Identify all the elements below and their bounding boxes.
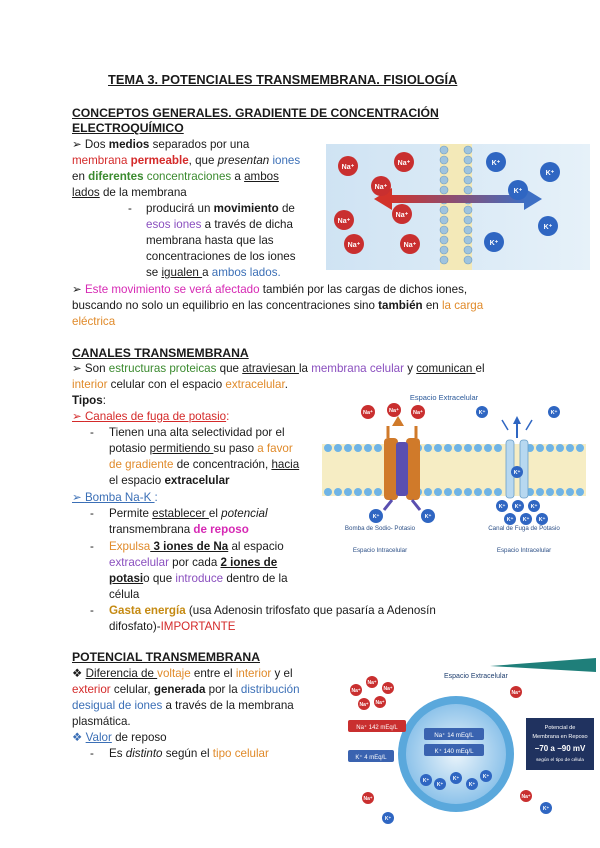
text: celular, [110, 683, 154, 696]
text: también por las cargas de dichos iones, [259, 283, 468, 296]
text: : [226, 410, 230, 423]
paragraph-line [72, 393, 106, 408]
text: generada [153, 683, 206, 696]
text: IMPORTANTE [160, 620, 236, 633]
text: permitiendo [149, 442, 214, 455]
paragraph-line [72, 377, 288, 392]
text: lados [72, 186, 100, 199]
text: al espacio [228, 540, 284, 553]
text: establecer [152, 507, 209, 520]
box-value: −70 a −90 mV [534, 744, 586, 753]
paragraph-line [72, 169, 279, 184]
k-ion [520, 513, 532, 525]
paragraph-line [146, 265, 281, 280]
text: igualen [161, 266, 203, 279]
intracellular-label: Espacio Intracelular [496, 547, 552, 554]
text: comunican [416, 362, 476, 375]
k-label: K⁺ [538, 517, 546, 523]
text: ❖ [72, 667, 86, 680]
dash: - [128, 202, 132, 215]
k-label: K⁺ [491, 160, 501, 167]
text: separados por una [149, 138, 250, 151]
text: a través de la membrana [162, 699, 294, 712]
membrane [322, 444, 586, 496]
k-label: K⁺ [530, 504, 538, 510]
text: atraviesan [242, 362, 299, 375]
paragraph-line [109, 506, 268, 521]
k-label: K⁺ [422, 778, 430, 784]
text: y el [271, 667, 293, 680]
paragraph-line [72, 698, 294, 713]
text: Gasta energía [109, 604, 186, 617]
text: extracelular [109, 556, 169, 569]
text: Bomba Na-K [84, 491, 155, 504]
paragraph-line [109, 555, 277, 570]
text: Expulsa [109, 540, 151, 553]
na-ion [358, 698, 370, 710]
text: ➢ [72, 283, 85, 296]
section-heading-concepts: CONCEPTOS GENERALES. GRADIENTE DE CONCENTRACIÓN [72, 106, 439, 120]
text: tipo celular [212, 747, 269, 760]
paragraph-line: Tienen una alta selectividad por el [109, 426, 285, 439]
text: difosfato)- [109, 620, 161, 633]
paragraph-line [109, 746, 269, 761]
k-ion [504, 513, 516, 525]
box-line: según el tipo de célula [536, 758, 584, 763]
text: Este movimiento se verá afectado [84, 283, 260, 296]
text: de la membrana [99, 186, 187, 199]
k-ion [536, 513, 548, 525]
k-ion [496, 500, 508, 512]
k-ion [466, 778, 478, 790]
paragraph-line [72, 666, 293, 681]
na-ion [361, 405, 375, 419]
k-ion [480, 770, 492, 782]
paragraph-line [109, 457, 299, 472]
text: también [378, 299, 423, 312]
k-ion [420, 774, 432, 786]
extracellular-label: Espacio Extracelular [409, 393, 479, 402]
na-label: Na⁺ [363, 410, 373, 416]
k-inside: K⁺ 140 mEq/L [434, 748, 474, 755]
text: buscando no solo un equilibrio en las concentraciones sino [72, 299, 379, 312]
na-label: Na⁺ [359, 702, 369, 708]
k-outside: K⁺ 4 mEq/L [355, 755, 387, 761]
na-ion [387, 403, 401, 417]
paragraph-line [146, 201, 295, 216]
na-ion [411, 405, 425, 419]
k-label: K⁺ [372, 514, 380, 520]
na-ion [334, 210, 354, 230]
na-label: Na⁺ [341, 164, 355, 171]
text: producirá un [146, 202, 214, 215]
na-label: Na⁺ [383, 686, 393, 692]
dash: - [90, 507, 94, 520]
k-label: K⁺ [482, 774, 490, 780]
text: de reposo [111, 731, 167, 744]
text: Diferencia de [85, 667, 158, 680]
na-label: Na⁺ [375, 700, 385, 706]
k-label: K⁺ [506, 517, 514, 523]
paragraph-line [72, 137, 249, 152]
text: 2 iones de [220, 556, 278, 569]
text: 3 iones de Na [150, 540, 229, 553]
text: movimiento [213, 202, 279, 215]
k-label: K⁺ [452, 776, 460, 782]
text: concentraciones [143, 170, 232, 183]
paragraph-line: membrana hasta que las [146, 234, 274, 247]
text: : [154, 491, 158, 504]
k-label: K⁺ [550, 410, 558, 416]
extracellular-label: Espacio Extracelular [444, 673, 508, 680]
text: a [202, 266, 212, 279]
k-label: K⁺ [489, 240, 499, 247]
k-label: K⁺ [384, 816, 392, 822]
text: celular con el espacio [107, 378, 226, 391]
text: se [146, 266, 162, 279]
leak-caption: Canal de Fuga de Potasio [488, 525, 560, 532]
text: de reposo [193, 523, 249, 536]
text: o que [143, 572, 176, 585]
gradient-figure [326, 144, 590, 270]
text: a [231, 170, 245, 183]
text: a favor [257, 442, 293, 455]
na-outside: Na⁺ 142 mEq/L [356, 725, 398, 731]
k-label: K⁺ [436, 782, 444, 788]
text: diferentes [88, 170, 144, 183]
k-ion [528, 500, 540, 512]
text: medios [108, 138, 150, 151]
k-ion [540, 802, 552, 814]
paragraph-line [72, 185, 187, 200]
k-label: K⁺ [543, 224, 553, 231]
na-ion [374, 696, 386, 708]
paragraph-line [72, 298, 483, 313]
text: Es [109, 747, 126, 760]
k-ion [369, 509, 383, 523]
text: según el [162, 747, 213, 760]
text: : [102, 394, 106, 407]
text: el [475, 362, 485, 375]
na-label: Na⁺ [351, 688, 361, 694]
paragraph-line [72, 282, 467, 297]
paragraph-line: plasmática. [72, 715, 131, 728]
dash: - [90, 540, 94, 553]
paragraph-line [109, 603, 436, 618]
text: por cada [168, 556, 221, 569]
na-label: Na⁺ [403, 242, 417, 249]
text: Permite [109, 507, 153, 520]
section-heading-potential: POTENCIAL TRANSMEMBRANA [72, 650, 261, 664]
text: el espacio [109, 474, 165, 487]
k-label: K⁺ [513, 470, 521, 476]
text: de gradiente [109, 458, 174, 471]
k-ion [512, 500, 524, 512]
text: interior [235, 667, 272, 680]
text: extracelular [225, 378, 285, 391]
paragraph-line [72, 490, 158, 505]
k-ion [450, 772, 462, 784]
text: permeable [130, 154, 189, 167]
text: a través de dicha [201, 218, 293, 231]
na-ion [392, 204, 412, 224]
text: interior [72, 378, 108, 391]
k-label: K⁺ [424, 514, 432, 520]
dash: - [90, 604, 94, 617]
box-line: Membrana en Reposo [532, 734, 588, 740]
text: potencial [221, 507, 268, 520]
text: en [72, 170, 89, 183]
na-ion [371, 176, 391, 196]
section-heading-concepts-2: ELECTROQUÍMICO [72, 121, 184, 135]
text: ➢ Son [72, 362, 109, 375]
text: Tipos [72, 394, 103, 407]
na-ion [382, 682, 394, 694]
text: ambos [244, 170, 279, 183]
paragraph-line [109, 619, 236, 634]
dash: - [90, 426, 94, 439]
section-heading-channels: CANALES TRANSMEMBRANA [72, 346, 249, 360]
na-label: Na⁺ [511, 690, 521, 696]
paragraph-line [109, 473, 230, 488]
text: que [216, 362, 243, 375]
paragraph-line: eléctrica [72, 315, 116, 328]
paragraph-line [109, 522, 249, 537]
k-ion [511, 466, 523, 478]
na-ion [350, 684, 362, 696]
text: , que [188, 154, 218, 167]
k-ion [421, 509, 435, 523]
text: voltaje [157, 667, 191, 680]
text: hacia [271, 458, 300, 471]
paragraph-line: célula [109, 588, 140, 601]
na-label: Na⁺ [363, 796, 373, 802]
text: en [422, 299, 442, 312]
pump-channel-figure [318, 386, 590, 562]
text: dentro de la [223, 572, 288, 585]
paragraph-line [109, 441, 293, 456]
resting-potential-figure [340, 658, 596, 834]
na-label: Na⁺ [374, 184, 388, 191]
k-label: K⁺ [545, 170, 555, 177]
paragraph-line [72, 682, 300, 697]
intracellular-label: Espacio Intracelular [352, 547, 408, 554]
text: por la [205, 683, 241, 696]
na-label: Na⁺ [337, 218, 351, 225]
text: transmembrana [109, 523, 194, 536]
text: y [403, 362, 417, 375]
na-ion [362, 792, 374, 804]
na-ion [338, 156, 358, 176]
k-label: K⁺ [498, 504, 506, 510]
pump-caption: Bomba de Sodio- Potasio [344, 525, 416, 532]
text: membrana [72, 154, 131, 167]
paragraph-line [109, 539, 284, 554]
text: el [208, 507, 222, 520]
page-title: TEMA 3. POTENCIALES TRANSMEMBRANA. FISIOLOGÍA [108, 72, 458, 87]
text: Valor [85, 731, 112, 744]
text: ➢ Dos [72, 138, 109, 151]
na-inside: Na⁺ 14 mEq/L [434, 732, 474, 739]
text: extracelular [164, 474, 230, 487]
text: su paso [213, 442, 258, 455]
k-ion [382, 812, 394, 824]
paragraph-line [109, 571, 288, 586]
k-label: K⁺ [468, 782, 476, 788]
text: Canales de fuga de potasio [84, 410, 227, 423]
na-label: Na⁺ [347, 242, 361, 249]
paragraph-line [146, 217, 293, 232]
k-ion [434, 778, 446, 790]
text: membrana celular [311, 362, 404, 375]
na-label: Na⁺ [413, 410, 423, 416]
text: exterior [72, 683, 111, 696]
paragraph-line: concentraciones de los iones [146, 250, 296, 263]
text: presentan [217, 154, 270, 167]
text: la carga [441, 299, 484, 312]
paragraph-line [72, 730, 167, 745]
na-ion [520, 790, 532, 802]
text: estructuras proteicas [108, 362, 217, 375]
na-label: Na⁺ [397, 160, 411, 167]
na-label: Na⁺ [521, 794, 531, 800]
na-ion [366, 676, 378, 688]
text: ➢ [72, 410, 85, 423]
na-ion [510, 686, 522, 698]
text: de concentración, [173, 458, 272, 471]
text: introduce [175, 572, 224, 585]
k-label: K⁺ [478, 410, 486, 416]
text: distinto [125, 747, 163, 760]
text: iones [269, 154, 301, 167]
text: desigual de iones [72, 699, 163, 712]
k-ion [476, 406, 488, 418]
paragraph-line [72, 153, 300, 168]
dash: - [90, 747, 94, 760]
paragraph-line [72, 361, 485, 376]
k-label: K⁺ [522, 517, 530, 523]
na-ion [400, 234, 420, 254]
paragraph-line [72, 409, 229, 424]
text: (usa Adenosin trifosfato que pasaría a Adenosín [185, 604, 436, 617]
na-label: Na⁺ [367, 680, 377, 686]
text: la [298, 362, 312, 375]
k-label: K⁺ [513, 188, 523, 195]
k-label: K⁺ [514, 504, 522, 510]
k-ion [538, 216, 558, 236]
potential-box [526, 718, 594, 770]
text: potasio [109, 442, 150, 455]
text: esos iones [146, 218, 202, 231]
na-label: Na⁺ [395, 212, 409, 219]
na-label: Na⁺ [389, 408, 399, 414]
text: entre el [190, 667, 236, 680]
text: de [278, 202, 295, 215]
membrane-bilayer [440, 144, 472, 270]
na-ion [394, 152, 414, 172]
k-ion [508, 180, 528, 200]
k-ion [548, 406, 560, 418]
box-line: Potencial de [544, 725, 576, 731]
text: distribución [240, 683, 300, 696]
k-label: K⁺ [542, 806, 550, 812]
k-ion [484, 232, 504, 252]
na-ion [344, 234, 364, 254]
text: ❖ [72, 731, 86, 744]
text: . [284, 378, 288, 391]
text: ➢ [72, 491, 85, 504]
k-ion [540, 162, 560, 182]
k-ion [486, 152, 506, 172]
text: ambos lados. [211, 266, 281, 279]
text: potasi [109, 572, 144, 585]
